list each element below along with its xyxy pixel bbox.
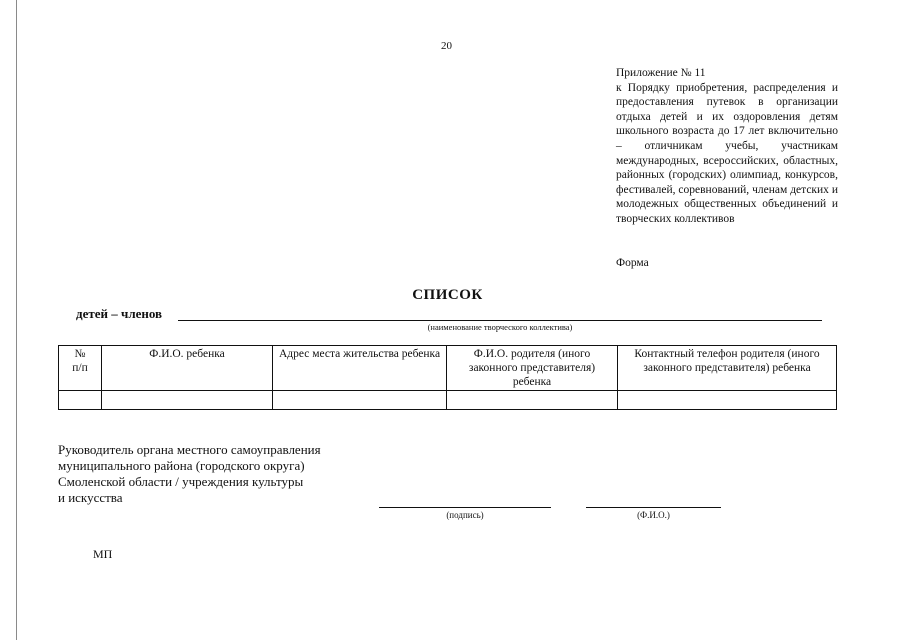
children-list-table <box>58 345 837 410</box>
header-number <box>59 346 102 391</box>
head-line: муниципального района (городского округа) <box>58 458 305 473</box>
header-child-name: Ф.И.О. ребенка <box>102 346 273 391</box>
head-line: и искусства <box>58 490 123 505</box>
appendix-body: к Порядку приобретения, распределения и предоставления путевок в организации отдыха детей и их оздоровления детям школьного возраста до 17 лет включительно – отличникам учебы, участникам международных, всероссийских, областных, районных (городских) олимпиад, конкурсов, фестивалей, соревнований, членам детских и молодежных общественных объединений и творческих коллективов <box>616 81 838 225</box>
header-number-line1: № <box>74 348 86 360</box>
appendix-block <box>616 66 838 227</box>
table-cell[interactable] <box>618 391 837 410</box>
table-cell[interactable] <box>273 391 447 410</box>
page-number: 20 <box>441 40 452 52</box>
head-line: Смоленской области / учреждения культуры <box>58 474 304 489</box>
head-of-body-block <box>58 442 378 506</box>
list-title: СПИСОК <box>412 287 483 303</box>
full-name-field[interactable] <box>586 507 721 508</box>
table-cell[interactable] <box>447 391 618 410</box>
header-parent-name: Ф.И.О. родителя (иного законного представителя) ребенка <box>447 346 618 391</box>
scan-edge-line <box>16 0 17 640</box>
header-phone: Контактный телефон родителя (иного законного представителя) ребенка <box>618 346 837 391</box>
collective-name-field[interactable] <box>178 320 822 321</box>
header-address: Адрес места жительства ребенка <box>273 346 447 391</box>
table-row <box>59 391 837 410</box>
full-name-caption: (Ф.И.О.) <box>637 510 670 520</box>
signature-caption: (подпись) <box>446 510 484 520</box>
collective-caption: (наименование творческого коллектива) <box>427 322 573 332</box>
table-header-row <box>59 346 837 391</box>
header-number-line2: п/п <box>72 362 88 374</box>
appendix-title: Приложение № 11 <box>616 67 706 79</box>
signature-field[interactable] <box>379 507 551 508</box>
table-cell[interactable] <box>59 391 102 410</box>
table-cell[interactable] <box>102 391 273 410</box>
head-line: Руководитель органа местного самоуправления <box>58 442 321 457</box>
form-label: Форма <box>616 257 649 269</box>
stamp-label: МП <box>93 547 113 561</box>
list-subtitle: детей – членов <box>76 306 163 321</box>
